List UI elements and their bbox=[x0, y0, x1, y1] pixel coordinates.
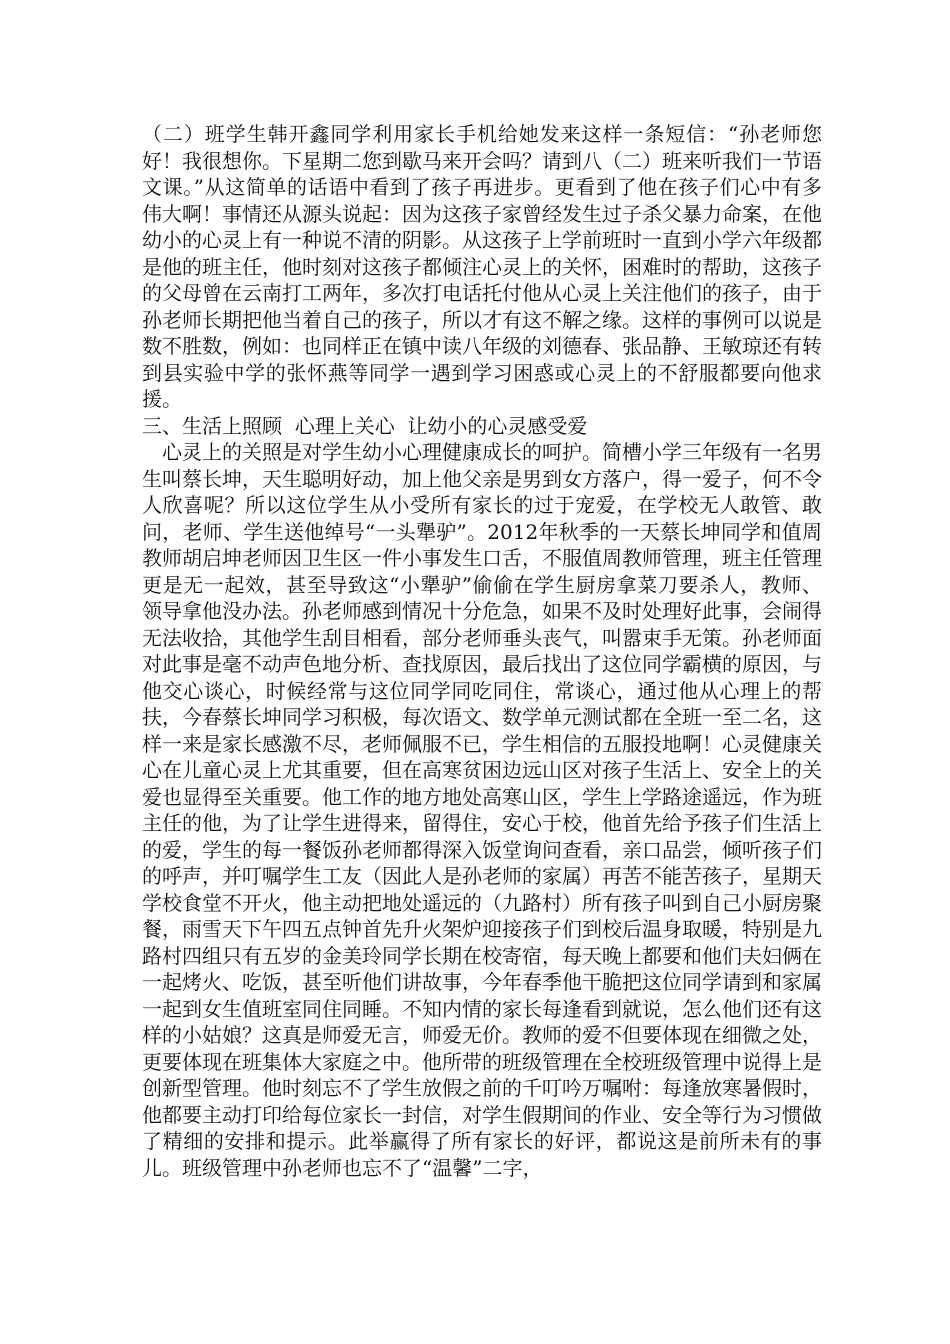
document-body bbox=[142, 121, 822, 1181]
paragraph-student-message: （二）班学生韩开鑫同学利用家长手机给她发来这样一条短信：“孙老师您好！我很想你。下星期二您到歇马来开会吗？请到八（二）班来听我们一节语文课。”从这简单的话语中看到了孩子再进步。更看到了他在孩子们心中有多伟大啊！事情还从源头说起：因为这孩子家曾经发生过子杀父暴力命案，在他幼小的心灵上有一种说不清的阴影。从这孩子上学前班时一直到小学六年级都是他的班主任，他时刻对这孩子都倾注心灵上的关怀，困难时的帮助，这孩子的父母曾在云南打工两年，多次打电话托付他从心灵上关注他们的孩子，由于孙老师长期把他当着自己的孩子，所以才有这不解之缘。这样的事例可以说是数不胜数，例如：也同样正在镇中读八年级的刘德春、张品静、王敏琼还有转到县实验中学的张怀燕等同学一遇到学习困惑或心灵上的不舒服都要向他求援。 bbox=[142, 122, 822, 411]
section-heading-3: 三、生活上照顾 心理上关心 让幼小的心灵感受爱 bbox=[142, 413, 588, 438]
paragraph-care-and-concern: 心灵上的关照是对学生幼小心理健康成长的呵护。简槽小学三年级有一名男生叫蔡长坤，天生聪明好动，加上他父亲是男到女方落户，得一爱子，何不令人欣喜呢？所以这位学生从小受所有家长的过于宠爱，在学校无人敢管、敢问，老师、学生送他绰号“一头犟驴”。2012年秋季的一天蔡长坤同学和值周教师胡启坤老师因卫生区一件小事发生口舌，不服值周教师管理，班主任管理更是无一起效，甚至导致这“小犟驴”偷偷在学生厨房拿菜刀要杀人，教师、领导拿他没办法。孙老师感到情况十分危急，如果不及时处理好此事，会闹得无法收拾，其他学生刮目相看，部分老师垂头丧气，叫嚣束手无策。孙老师面对此事是毫不动声色地分析、查找原因，最后找出了这位同学霸横的原因，与他交心谈心，时候经常与这位同学同吃同住，常谈心，通过他从心理上的帮扶，今春蔡长坤同学习积极，每次语文、数学单元测试都在全班一至二名，这样一来是家长感激不尽，老师佩服不已，学生相信的五服投地啊！心灵健康关心在儿童心灵上尤其重要，但在高寒贫困边远山区对孩子生活上、安全上的关爱也显得至关重要。他工作的地方地处高寒山区，学生上学路途遥远，作为班主任的他，为了让学生进得来，留得住，安心于校，他首先给予孩子们生活上的爱，学生的每一餐饭孙老师都得深入饭堂询问查看，亲口品尝，倾听孩子们的呼声，并叮嘱学生工友（因此人是孙老师的家属）再苦不能苦孩子，星期天学校食堂不开火，他主动把地处遥远的（九路村）所有孩子叫到自己小厨房聚餐，雨雪天下午四五点钟首先升火架炉迎接孩子们到校后温身取暖，特别是九路村四组只有五岁的金美玲同学长期在校寄宿，每天晚上都要和他们夫妇俩在一起烤火、吃饭，甚至听他们讲故事，今年春季他干脆把这位同学请到和家属一起到女生值班室同住同睡。不知内情的家长每逢看到就说，怎么他们还有这样的小姑娘？这真是师爱无言，师爱无价。教师的爱不但要体现在细微之处，更要体现在班集体大家庭之中。他所带的班级管理在全校班级管理中说得上是创新型管理。他时刻忘不了学生放假之前的千叮吟万嘱咐：每逢放寒暑假时，他都要主动打印给每位家长一封信，对学生假期间的作业、安全等行为习惯做了精细的安排和提示。此举赢得了所有家长的好评，都说这是前所未有的事儿。班级管理中孙老师也忘不了“温馨”二字， bbox=[142, 440, 822, 1180]
